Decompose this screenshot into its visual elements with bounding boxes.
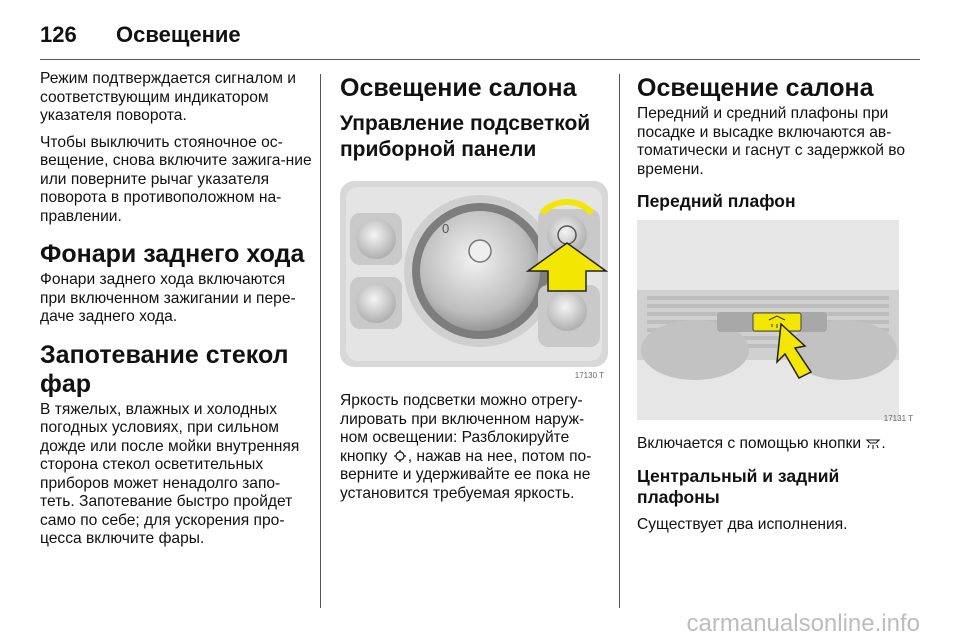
- column-3: [637, 70, 917, 542]
- paragraph-reverse-lights: Фонари заднего хода включаются при включенном зажигании и пере-даче заднего хода.: [40, 271, 296, 325]
- brightness-text-1: Яркость подсветки можно отрегу-лировать при включенном наруж-ном освещении: Разблокируйте кнопку: [340, 392, 585, 465]
- watermark: carmanualsonline.info: [686, 610, 920, 637]
- svg-text:0: 0: [442, 221, 450, 236]
- heading-center-rear-lights: Центральный и задний плафоны: [637, 465, 840, 507]
- front-button-text-2: .: [881, 435, 886, 452]
- figure-code: 17130 T: [574, 371, 604, 380]
- section-title: Освещение: [116, 22, 241, 47]
- paragraph-brightness: [340, 392, 608, 503]
- front-button-text-1: Включается с помощью кнопки: [637, 435, 862, 452]
- dimmer-icon: [392, 449, 408, 463]
- heading-front-light: Передний плафон: [637, 191, 796, 211]
- heading-interior-lighting-2: Освещение салона: [637, 74, 874, 102]
- light-switch-illustration: [340, 173, 608, 377]
- column-2: [340, 70, 608, 511]
- column-1: [40, 70, 312, 557]
- front-light-illustration: [637, 220, 899, 420]
- interior-light-icon: [865, 436, 881, 450]
- paragraph-auto-lights: Передний и средний плафоны при посадке и высадке включаются ав-томатически и гаснут с задержкой во времени.: [637, 105, 906, 178]
- header-divider: [40, 59, 920, 60]
- brightness-text-2: , нажав на нее, потом по-верните и удерживайте ее пока не установится требуемая яркость.: [340, 447, 592, 502]
- paragraph-front-light-button: [637, 435, 917, 454]
- heading-reverse-lights: Фонари заднего хода: [40, 240, 305, 268]
- page-number: 126: [40, 22, 77, 47]
- heading-headlight-fogging: Запотевание стекол фар: [40, 340, 289, 398]
- paragraph-confirmation: Режим подтверждается сигналом и соответствующим индикатором указателя поворота.: [40, 70, 296, 124]
- figure-light-switch: [340, 173, 608, 382]
- paragraph-headlight-fogging: В тяжелых, влажных и холодных погодных условиях, при сильном дожде или после мойки внутренняя сторона стекол осветительных приборов может ненадолго запо-теть. Запотевание быстро пройдет само по себе; для ускорения про-цесса включите фары.: [40, 400, 300, 547]
- column-divider-2: [619, 74, 620, 608]
- heading-dashboard-illumination: Управление подсветкой приборной панели: [340, 112, 591, 161]
- paragraph-turn-off: Чтобы выключить стояночное ос-вещение, снова включите зажига-ние или поверните рычаг указателя поворота в противоположном на-правлении.: [40, 133, 312, 225]
- figure-code-2: 17131 T: [883, 414, 913, 423]
- figure-front-courtesy-light: [637, 220, 917, 425]
- paragraph-two-versions: Существует два исполнения.: [637, 515, 848, 533]
- heading-interior-lighting: Освещение салона: [340, 74, 577, 102]
- column-divider-1: [320, 74, 321, 608]
